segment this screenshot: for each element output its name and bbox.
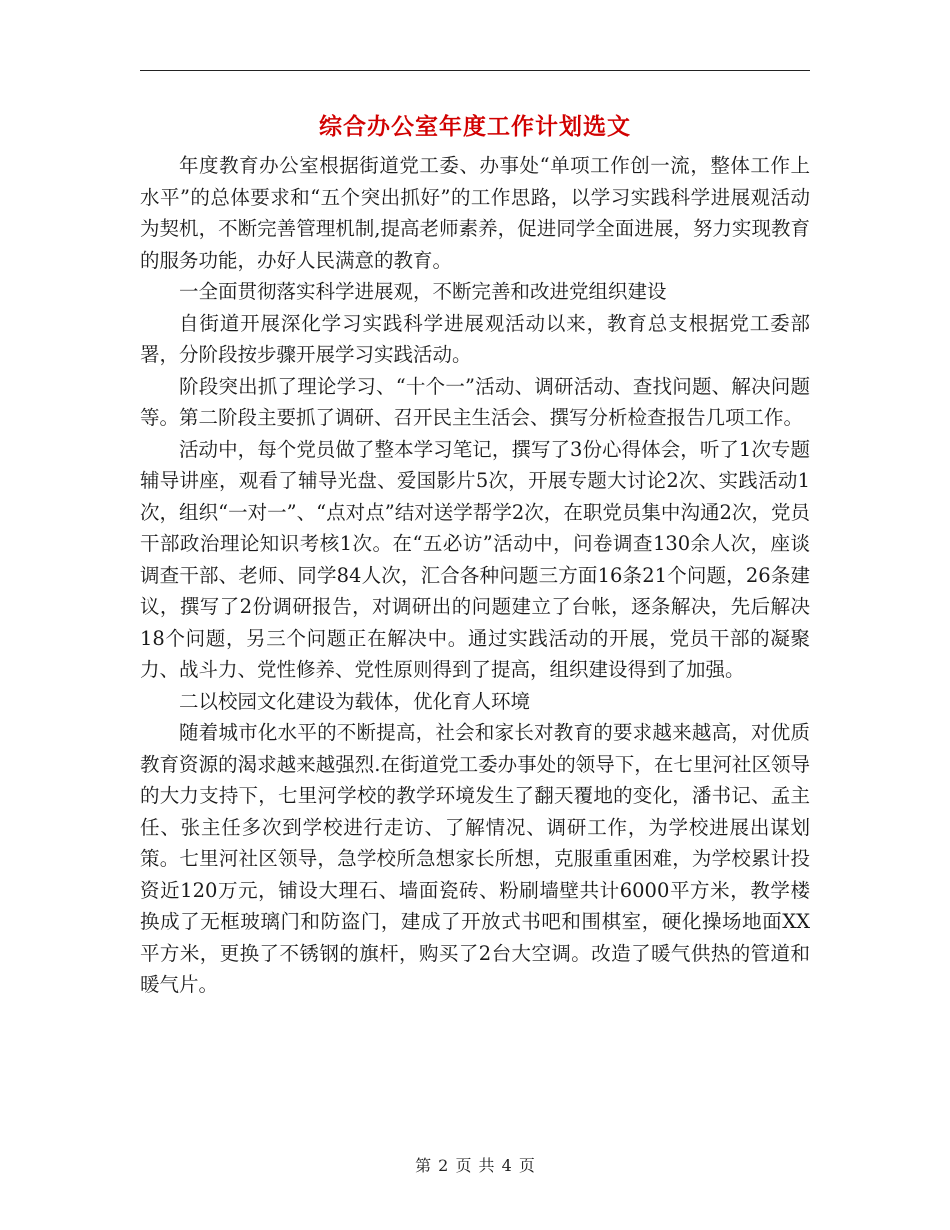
- section-heading-1: 一全面贯彻落实科学进展观，不断完善和改进党组织建设: [179, 280, 667, 303]
- header-rule: [140, 70, 810, 71]
- page-title: 综合办公室年度工作计划选文: [319, 114, 631, 140]
- page-number-footer: 第 2 页 共 4 页: [415, 1156, 535, 1175]
- paragraph-intro: 年度教育办公室根据街道党工委、办事处“单项工作创一流，整体工作上水平”的总体要求和“五个突出抓好”的工作思路，以学习实践科学进展观活动为契机，不断完善管理机制,提高老师素养，促进同学全面进展，努力实现教育的服务功能，办好人民满意的教育。: [140, 154, 810, 272]
- paragraph: 活动中，每个党员做了整本学习笔记，撰写了3份心得体会，听了1次专题辅导讲座，观看了辅导光盘、爱国影片5次，开展专题大讨论2次、实践活动1次，组织“一对一”、“点对点”结对送学帮学2次，在职党员集中沟通2次，党员干部政治理论知识考核1次。在“五必访”活动中，问卷调查130余人次，座谈调查干部、老师、同学84人次，汇合各种问题三方面16条21个问题，26条建议，撰写了2份调研报告，对调研出的问题建立了台帐，逐条解决，先后解决18个问题，另三个问题正在解决中。通过实践活动的开展，党员干部的凝聚力、战斗力、党性修养、党性原则得到了提高，组织建设得到了加强。: [140, 437, 810, 681]
- paragraph: 自街道开展深化学习实践科学进展观活动以来，教育总支根据党工委部署，分阶段按步骤开展学习实践活动。: [140, 311, 810, 366]
- paragraph: 随着城市化水平的不断提高，社会和家长对教育的要求越来越高，对优质教育资源的渴求越来越强烈.在街道党工委办事处的领导下，在七里河社区领导的大力支持下，七里河学校的教学环境发生了翻天覆地的变化，潘书记、孟主任、张主任多次到学校进行走访、了解情况、调研工作，为学校进展出谋划策。七里河社区领导，急学校所急想家长所想，克服重重困难，为学校累计投资近120万元，铺设大理石、墙面瓷砖、粉刷墙壁共计6000平方米，教学楼换成了无框玻璃门和防盗门，建成了开放式书吧和围棋室，硬化操场地面XX平方米，更换了不锈钢的旗杆，购买了2台大空调。改造了暖气供热的管道和暖气片。: [140, 721, 810, 996]
- paragraph: 阶段突出抓了理论学习、“十个一”活动、调研活动、查找问题、解决问题等。第二阶段主要抓了调研、召开民主生活会、撰写分析检查报告几项工作。: [140, 374, 810, 429]
- document-body: [140, 150, 810, 1001]
- section-heading-2: 二以校园文化建设为载体，优化育人环境: [179, 689, 531, 713]
